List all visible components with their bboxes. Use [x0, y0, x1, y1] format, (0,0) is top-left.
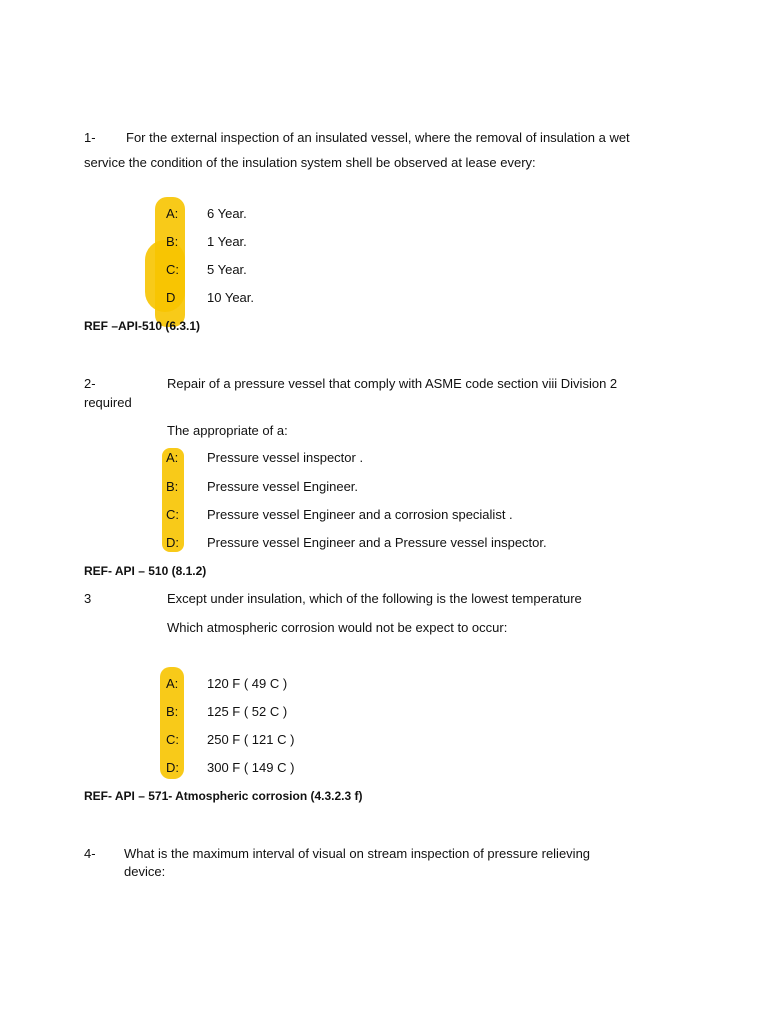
q3-option-a-letter: A:	[166, 676, 179, 691]
question-4-number: 4-	[84, 846, 96, 861]
question-4-text-line1: What is the maximum interval of visual on stream inspection of pressure relieving	[124, 846, 591, 861]
q1-reference: REF –API-510 (6.3.1)	[84, 319, 201, 333]
question-2-text-line1: Repair of a pressure vessel that comply with ASME code section viii Division 2	[167, 376, 618, 391]
question-3-text-line1: Except under insulation, which of the following is the lowest temperature	[167, 591, 582, 606]
question-2-number: 2-	[84, 376, 96, 391]
q1-option-c-text: 5 Year.	[207, 262, 247, 277]
q3-option-a-text: 120 F ( 49 C )	[207, 676, 288, 691]
q3-option-d-letter: D:	[166, 760, 179, 775]
question-4-text-line2: device:	[124, 864, 166, 879]
q1-option-d-text: 10 Year.	[207, 290, 254, 305]
q3-option-b-letter: B:	[166, 704, 179, 719]
question-2-text-line2: required	[84, 395, 132, 410]
q1-option-b-text: 1 Year.	[207, 234, 247, 249]
q1-option-a-letter: A:	[166, 206, 179, 221]
q2-option-a-text: Pressure vessel inspector .	[207, 450, 364, 465]
q3-option-d-text: 300 F ( 149 C )	[207, 760, 295, 775]
q3-option-c-letter: C:	[166, 732, 179, 747]
question-1-text-line2: service the condition of the insulation system shell be observed at lease every:	[84, 155, 536, 170]
question-3-text-line2: Which atmospheric corrosion would not be expect to occur:	[167, 620, 508, 635]
q2-reference: REF- API – 510 (8.1.2)	[84, 564, 207, 578]
question-1-number: 1-	[84, 130, 96, 145]
q2-option-d-text: Pressure vessel Engineer and a Pressure vessel inspector.	[207, 535, 547, 550]
q3-option-c-text: 250 F ( 121 C )	[207, 732, 295, 747]
q3-reference: REF- API – 571- Atmospheric corrosion (4.3.2.3 f)	[84, 789, 363, 803]
q2-option-d-letter: D:	[166, 535, 179, 550]
q2-option-c-text: Pressure vessel Engineer and a corrosion specialist .	[207, 507, 513, 522]
question-1-text-line1: For the external inspection of an insulated vessel, where the removal of insulation a wet	[126, 130, 630, 145]
q3-option-b-text: 125 F ( 52 C )	[207, 704, 288, 719]
q2-option-a-letter: A:	[166, 450, 179, 465]
q2-option-c-letter: C:	[166, 507, 179, 522]
q1-option-c-letter: C:	[166, 262, 179, 277]
question-2-text-line3: The appropriate of a:	[167, 423, 288, 438]
q2-option-b-text: Pressure vessel Engineer.	[207, 479, 359, 494]
q1-option-b-letter: B:	[166, 234, 179, 249]
q1-highlight-bulge	[145, 240, 185, 312]
q1-option-d-letter: D	[166, 290, 176, 305]
question-3-number: 3	[84, 591, 92, 606]
q1-option-a-text: 6 Year.	[207, 206, 247, 221]
q2-option-b-letter: B:	[166, 479, 179, 494]
